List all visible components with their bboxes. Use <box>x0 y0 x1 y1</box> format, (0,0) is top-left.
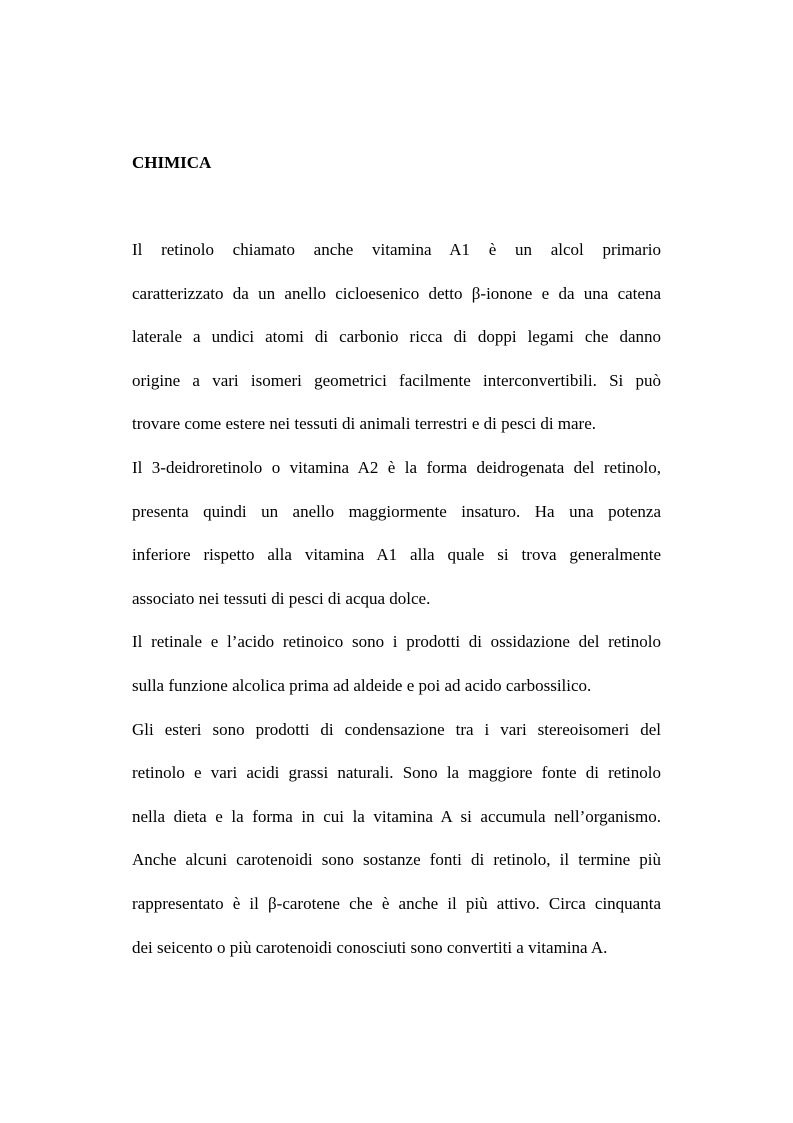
text-line: rappresentato è il β-carotene che è anche il più attivo. Circa cinquanta <box>132 893 661 913</box>
text-line: nella dieta e la forma in cui la vitamina A si accumula nell’organismo. <box>132 806 661 826</box>
text-line: Il retinolo chiamato anche vitamina A1 è un alcol primario <box>132 240 661 259</box>
text-line: Il retinale e l’acido retinoico sono i prodotti di ossidazione del retinolo <box>132 632 661 652</box>
text-line: presenta quindi un anello maggiormente insaturo. Ha una potenza <box>132 501 661 521</box>
text-line: associato nei tessuti di pesci di acqua dolce. <box>132 588 431 608</box>
text-line: origine a vari isomeri geometrici facilmente interconvertibili. Si può <box>132 370 661 390</box>
text-line: sulla funzione alcolica prima ad aldeide e poi ad acido carbossilico. <box>132 675 592 695</box>
text-line: inferiore rispetto alla vitamina A1 alla quale si trova generalmente <box>132 545 661 565</box>
text-line: retinolo e vari acidi grassi naturali. Sono la maggiore fonte di retinolo <box>132 763 661 783</box>
text-line: dei seicento o più carotenoidi conosciuti sono convertiti a vitamina A. <box>132 937 608 957</box>
text-line: trovare come estere nei tessuti di animali terrestri e di pesci di mare. <box>132 414 597 434</box>
body-text <box>132 236 661 977</box>
text-line: laterale a undici atomi di carbonio ricca di doppi legami che danno <box>132 327 661 347</box>
text-line: Anche alcuni carotenoidi sono sostanze fonti di retinolo, il termine più <box>132 850 661 870</box>
page-title: CHIMICA <box>132 153 212 172</box>
text-line: caratterizzato da un anello cicloesenico detto β-ionone e da una catena <box>132 283 661 303</box>
text-line: Gli esteri sono prodotti di condensazione tra i vari stereoisomeri del <box>132 719 661 739</box>
text-line: Il 3-deidroretinolo o vitamina A2 è la forma deidrogenata del retinolo, <box>132 457 661 477</box>
